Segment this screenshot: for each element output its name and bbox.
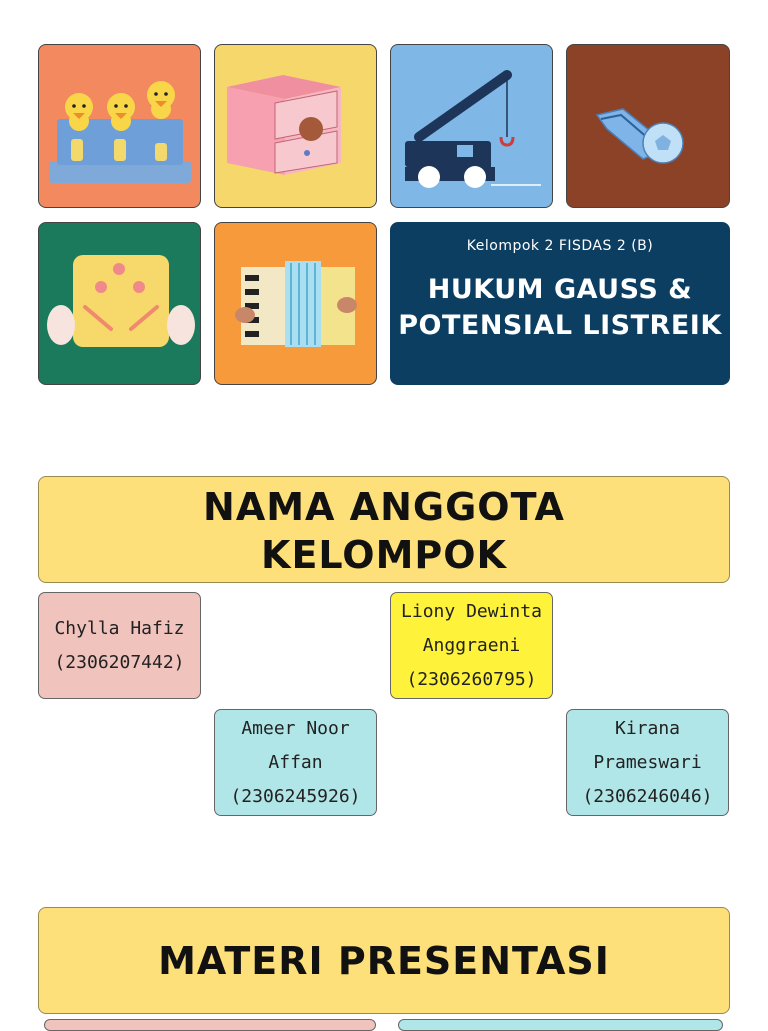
materi-banner: [38, 907, 730, 1014]
member-name: Kirana: [614, 717, 681, 739]
soccer-ball-icon: [567, 45, 730, 208]
title-line-2: POTENSIAL LISTREIK: [398, 310, 722, 341]
pinball-game-tile: [38, 222, 201, 385]
crane-icon: [391, 45, 553, 208]
member-card: [390, 592, 553, 699]
title-card: [390, 222, 730, 385]
member-id: (2306260795): [406, 668, 537, 690]
materi-title: MATERI PRESENTASI: [158, 939, 610, 983]
member-card: [214, 709, 377, 816]
accordion-icon: [215, 223, 377, 385]
materi-item-cyan: [398, 1019, 723, 1031]
members-banner: [38, 476, 730, 583]
pinball-icon: [39, 223, 201, 385]
members-banner-line-1: NAMA ANGGOTA: [203, 485, 565, 529]
member-name: Ameer Noor: [241, 717, 350, 739]
drawer-cabinet-tile: [214, 44, 377, 208]
crane-truck-tile: [390, 44, 553, 208]
accordion-tile: [214, 222, 377, 385]
members-banner-line-2: KELOMPOK: [261, 533, 507, 577]
member-card: [38, 592, 201, 699]
presentation-title: [390, 272, 730, 344]
member-id: (2306245926): [230, 785, 361, 807]
duck-icon: [39, 45, 201, 208]
title-line-1: HUKUM GAUSS &: [427, 274, 693, 305]
group-subtitle: Kelompok 2 FISDAS 2 (B): [466, 238, 654, 254]
member-name: Affan: [268, 751, 323, 773]
member-card: [566, 709, 729, 816]
materi-item-pink: [44, 1019, 376, 1031]
member-id: (2306246046): [582, 785, 713, 807]
member-name: Prameswari: [593, 751, 702, 773]
member-name: Liony Dewinta: [401, 600, 542, 622]
member-name: Chylla Hafiz: [54, 617, 185, 639]
drawer-icon: [215, 45, 377, 208]
member-id: (2306207442): [54, 651, 185, 673]
ducks-toy-tile: [38, 44, 201, 208]
shoe-and-ball-tile: [566, 44, 730, 208]
member-name: Anggraeni: [422, 634, 521, 656]
